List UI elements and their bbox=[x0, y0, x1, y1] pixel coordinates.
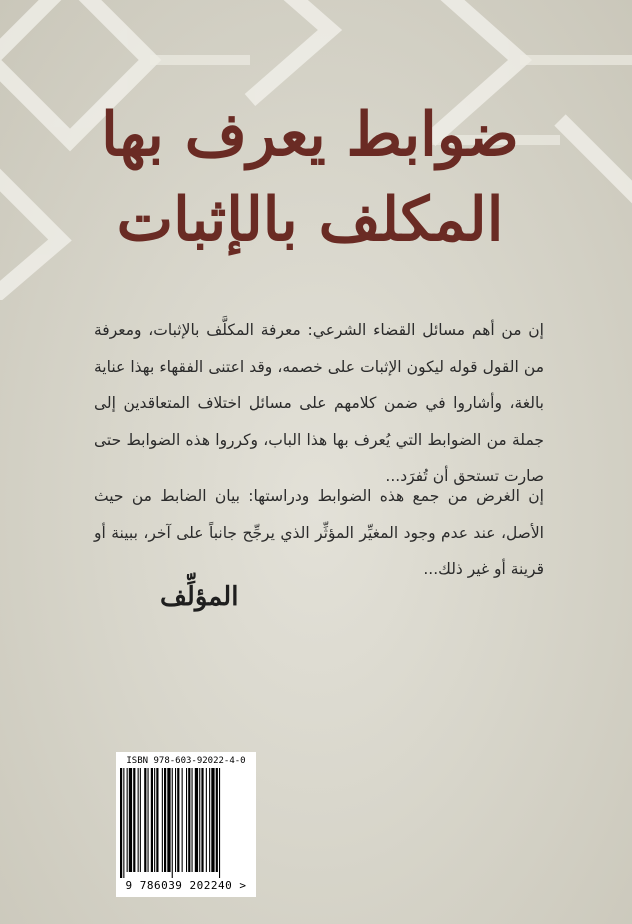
barcode-bar bbox=[172, 768, 173, 878]
barcode-bar bbox=[133, 768, 135, 872]
barcode-bar bbox=[144, 768, 146, 872]
barcode-bar bbox=[211, 768, 214, 872]
barcode-bar bbox=[151, 768, 153, 872]
barcode-bar bbox=[188, 768, 190, 872]
barcode-bar bbox=[148, 768, 149, 872]
paragraph-2-text: إن الغرض من جمع هذه الضوابط ودراستها: بيان الضابط من حيث الأصل، عند عدم وجود المغيِّر المؤثِّر الذي يرجِّح جانباً على آخر، ببينة أو قرينة أو غير ذلك... bbox=[94, 487, 544, 578]
barcode-bar bbox=[219, 768, 220, 878]
barcode-bar bbox=[127, 768, 128, 872]
barcode-bar bbox=[120, 768, 122, 878]
title-line-2: المكلف بالإثبات bbox=[116, 185, 504, 255]
barcode-bar bbox=[201, 768, 203, 872]
barcode-bar bbox=[129, 768, 132, 872]
barcode-bar bbox=[164, 768, 166, 872]
barcode-bar bbox=[123, 768, 124, 878]
barcode-bar bbox=[162, 768, 163, 872]
barcode-bar bbox=[182, 768, 183, 872]
barcode-bar bbox=[140, 768, 141, 872]
title-line-1: ضوابط يعرف بها bbox=[101, 100, 519, 170]
barcode-bar bbox=[192, 768, 193, 872]
barcode-bar bbox=[175, 768, 176, 872]
author-signature: المؤلِّف bbox=[160, 582, 239, 612]
barcode-bar bbox=[206, 768, 207, 872]
barcode-bar bbox=[167, 768, 170, 872]
barcode-bars bbox=[120, 768, 252, 878]
isbn-barcode bbox=[116, 752, 256, 897]
barcode-bar bbox=[199, 768, 200, 872]
barcode-bar bbox=[209, 768, 210, 872]
barcode-bar bbox=[177, 768, 179, 872]
description-paragraph-1 bbox=[94, 312, 544, 495]
description-paragraph-2 bbox=[94, 478, 544, 588]
barcode-bar bbox=[138, 768, 139, 872]
isbn-label: ISBN 978-603-92022-4-0 bbox=[126, 756, 246, 766]
paragraph-1-text: إن من أهم مسائل القضاء الشرعي: معرفة المكلَّف بالإثبات، ومعرفة من القول قوله ليكون الإثبات على خصمه، وقد اعتنى الفقهاء بهذا عناية بالغة، وأشاروا في ضمن كلامهم على مسائل اختلاف المتعاقدين إلى جملة من الضوابط التي يُعرف بها هذا الباب، وكرروا هذه الضوابط حتى صارت تستحق أن تُفرَد... bbox=[94, 321, 544, 485]
barcode-bar bbox=[154, 768, 155, 872]
barcode-bar bbox=[156, 768, 158, 872]
barcode-bar bbox=[216, 768, 218, 872]
isbn-digits: 9 786039 202240 > bbox=[125, 879, 247, 892]
barcode-bar bbox=[195, 768, 198, 872]
barcode-bar bbox=[186, 768, 187, 872]
